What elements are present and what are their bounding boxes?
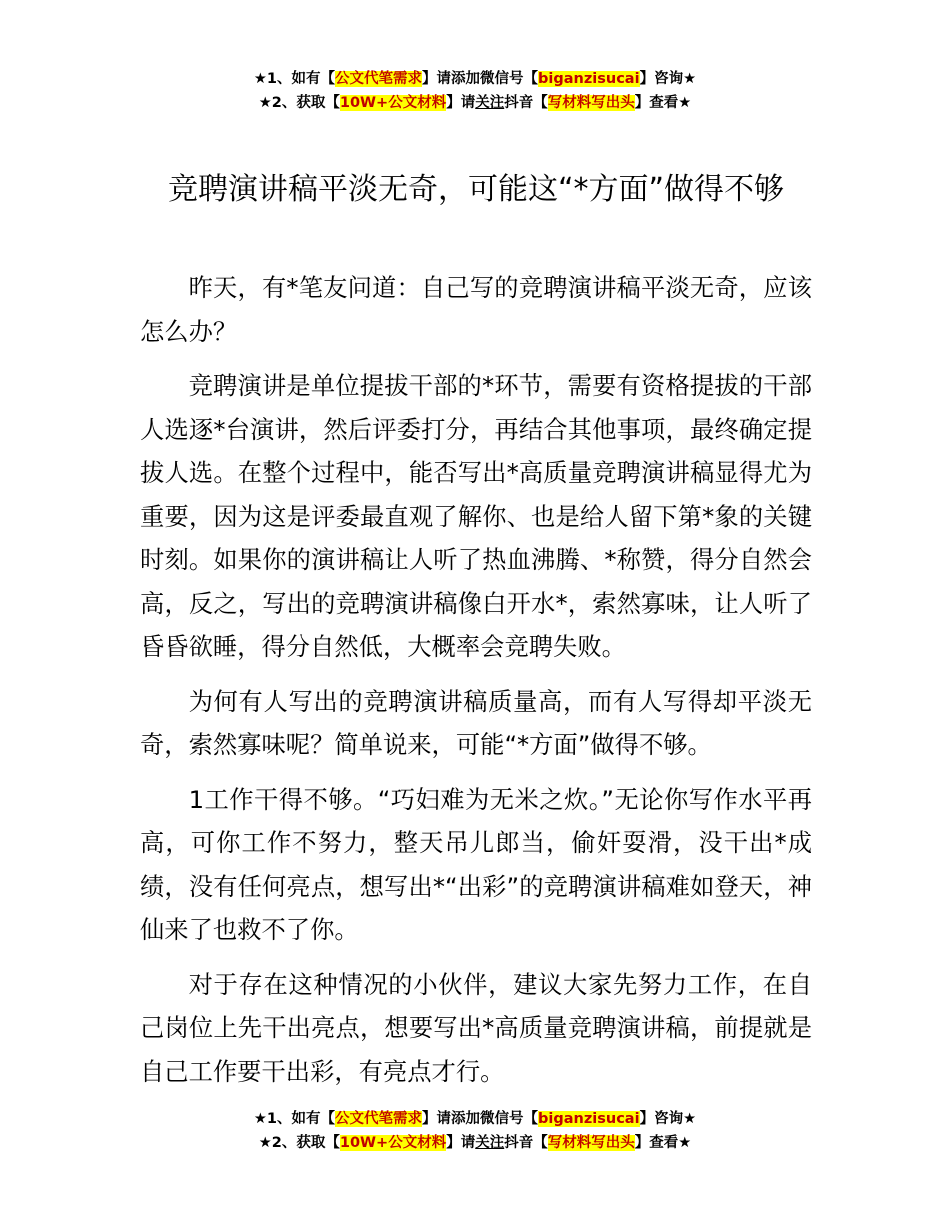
paragraph: 1工作干得不够。“巧妇难为无米之炊。”无论你写作水平再高，可你工作不努力，整天吊儿郎当，偷奸耍滑，没干出*成绩，没有任何亮点，想写出*“出彩”的竞聘演讲稿难如登天，神仙来了也救不了你。 [140, 784, 812, 944]
paragraph: 为何有人写出的竞聘演讲稿质量高，而有人写得却平淡无奇，索然寡味呢？简单说来，可能“*方面”做得不够。 [140, 686, 812, 759]
highlight-wechat-id: biganzisucai [538, 71, 640, 87]
paragraph: 对于存在这种情况的小伙伴，建议大家先努力工作，在自己岗位上先干出亮点，想要写出*高质量竞聘演讲稿，前提就是自己工作要干出彩，有亮点才行。 [140, 969, 812, 1086]
underlined-follow: 关注 [475, 95, 505, 111]
underlined-follow: 关注 [475, 1135, 505, 1151]
highlight-service: 公文代笔需求 [335, 1111, 423, 1127]
highlight-wechat-id: biganzisucai [538, 1111, 640, 1127]
header-banner [0, 67, 950, 115]
highlight-materials: 10W+公文材料 [339, 95, 447, 111]
document-title: 竞聘演讲稿平淡无奇，可能这“*方面”做得不够 [167, 172, 785, 207]
paragraph: 昨天，有*笔友问道：自己写的竞聘演讲稿平淡无奇，应该怎么办？ [140, 273, 812, 346]
highlight-materials: 10W+公文材料 [339, 1135, 447, 1151]
banner-line-1: ★1、如有【公文代笔需求】请添加微信号【biganzisucai】咨询★ [253, 71, 697, 87]
footer-banner [0, 1107, 950, 1155]
banner-line-2: ★2、获取【10W+公文材料】请关注抖音【写材料写出头】查看★ [258, 95, 692, 111]
highlight-account: 写材料写出头 [547, 1135, 635, 1151]
banner-line-2: ★2、获取【10W+公文材料】请关注抖音【写材料写出头】查看★ [258, 1135, 692, 1151]
highlight-account: 写材料写出头 [547, 95, 635, 111]
paragraph: 竞聘演讲是单位提拔干部的*环节，需要有资格提拔的干部人选逐*台演讲，然后评委打分，再结合其他事项，最终确定提拔人选。在整个过程中，能否写出*高质量竞聘演讲稿显得尤为重要，因为这是评委最直观了解你、也是给人留下第*象的关键时刻。如果你的演讲稿让人听了热血沸腾、*称赞，得分自然会高，反之，写出的竞聘演讲稿像白开水*，索然寡味，让人听了昏昏欲睡，得分自然低，大概率会竞聘失败。 [140, 371, 812, 661]
highlight-service: 公文代笔需求 [335, 71, 423, 87]
banner-line-1: ★1、如有【公文代笔需求】请添加微信号【biganzisucai】咨询★ [253, 1111, 697, 1127]
document-body [140, 266, 812, 1104]
